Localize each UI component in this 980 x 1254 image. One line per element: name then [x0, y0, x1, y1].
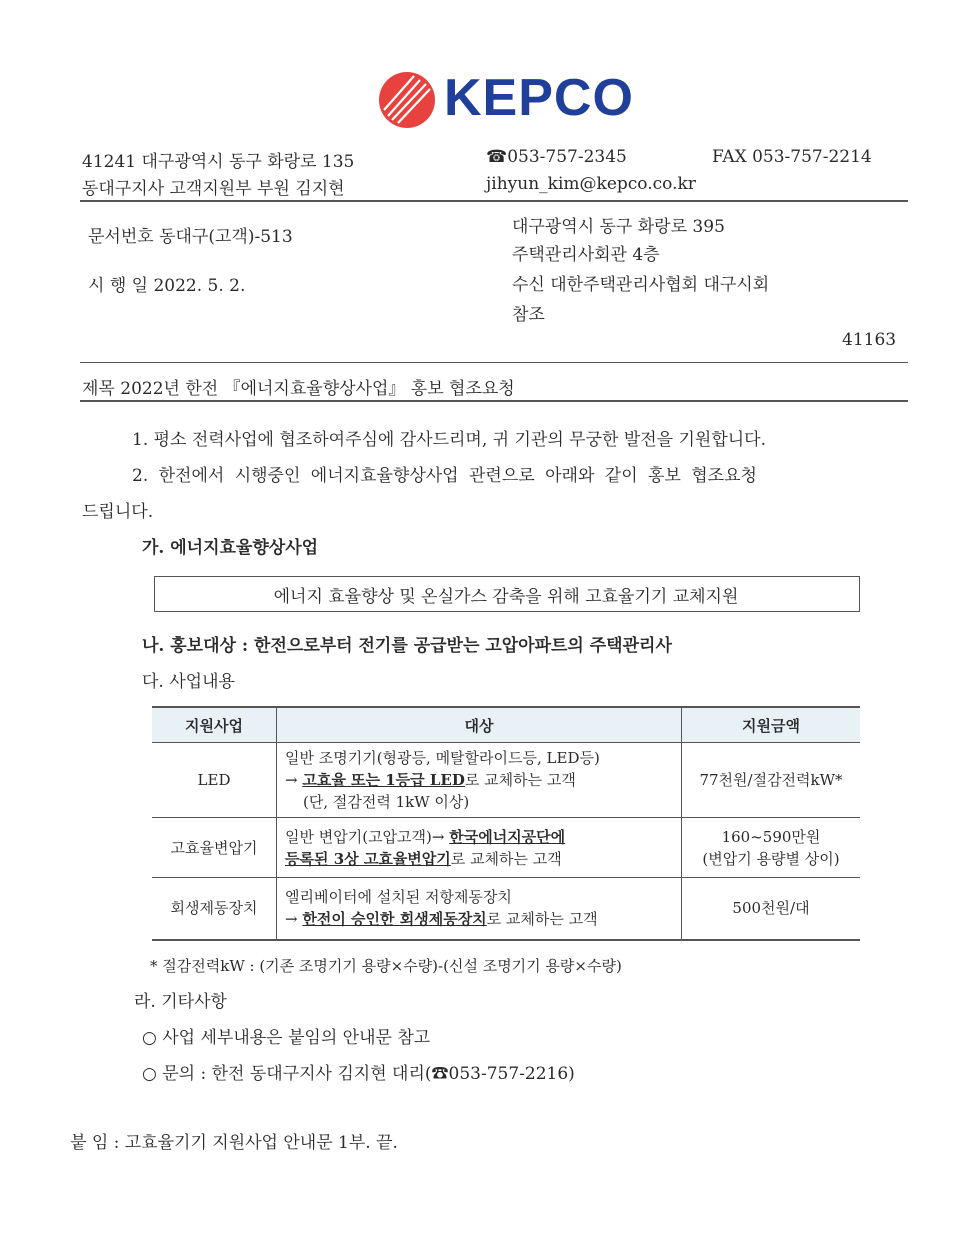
section-ra: 라. 기타사항: [134, 992, 227, 1012]
paragraph-2a: 2. 한전에서 시행중인 에너지효율향상사업 관련으로 아래와 같이 홍보 협조요청: [132, 466, 757, 486]
target-cell: 일반 변압기(고압고객)→ 한국에너지공단에 등록된 3상 고효율변압기로 교체하는 고객: [277, 818, 682, 878]
recipient-address-2: 주택관리사회관 4층: [512, 245, 660, 265]
table-row: [152, 878, 860, 940]
sender-email: jihyun_kim@kepco.co.kr: [486, 174, 696, 194]
header-amount: 지원금액: [682, 707, 861, 743]
amount-cell: 77천원/절감전력kW*: [682, 743, 861, 818]
kepco-logo-text: KEPCO: [444, 69, 634, 127]
paragraph-2b: 드립니다.: [82, 502, 154, 522]
program-name: 고효율변압기: [152, 818, 277, 878]
kepco-logo: [374, 70, 636, 130]
phone-icon: ☎: [431, 1064, 449, 1084]
sender-tel: ☎053-757-2345: [486, 147, 627, 167]
issue-date: 시 행 일 2022. 5. 2.: [88, 276, 246, 296]
phone-icon: ☎: [486, 147, 508, 167]
section-da: 다. 사업내용: [142, 672, 235, 692]
header-target: 대상: [277, 707, 682, 743]
recipient-address-1: 대구광역시 동구 화랑로 395: [512, 217, 725, 237]
attachment: 붙 임 : 고효율기기 지원사업 안내문 1부. 끝.: [70, 1133, 398, 1153]
table-row: [152, 743, 860, 818]
table-footnote: * 절감전력kW : (기존 조명기기 용량×수량)-(신설 조명기기 용량×수량): [150, 957, 622, 975]
section-na: 나. 홍보대상 : 한전으로부터 전기를 공급받는 고압아파트의 주택관리사: [142, 636, 672, 656]
etc-bullet-2: ○ 문의 : 한전 동대구지사 김지현 대리(☎053-757-2216): [142, 1064, 575, 1084]
divider-subject: [80, 400, 908, 402]
etc-bullet-1: ○ 사업 세부내용은 붙임의 안내문 참고: [142, 1028, 431, 1048]
reference: 참조: [512, 305, 545, 325]
sender-fax: FAX 053-757-2214: [712, 147, 872, 167]
recipient-zip: 41163: [842, 330, 897, 350]
program-name: 회생제동장치: [152, 878, 277, 940]
amount-cell: 500천원/대: [682, 878, 861, 940]
divider-top: [80, 200, 908, 202]
recipient: 수신 대한주택관리사협회 대구시회: [512, 275, 770, 295]
header-program: 지원사업: [152, 707, 277, 743]
doc-number: 문서번호 동대구(고객)-513: [88, 227, 293, 247]
table-row: [152, 818, 860, 878]
target-cell: 엘리베이터에 설치된 저항제동장치 → 한전이 승인한 회생제동장치로 교체하는 고객: [277, 878, 682, 940]
program-name: LED: [152, 743, 277, 818]
amount-cell: 160~590만원 (변압기 용량별 상이): [682, 818, 861, 878]
divider-mid: [80, 362, 908, 363]
target-cell: 일반 조명기기(형광등, 메탈할라이드등, LED등) → 고효율 또는 1등급 LED로 교체하는 고객 (단, 절감전력 1kW 이상): [277, 743, 682, 818]
summary-text: 에너지 효율향상 및 온실가스 감축을 위해 고효율기기 교체지원: [273, 587, 739, 607]
paragraph-1: 1. 평소 전력사업에 협조하여주심에 감사드리며, 귀 기관의 무궁한 발전을 기원합니다.: [132, 430, 767, 450]
support-table: [152, 706, 860, 941]
subject: 제목 2022년 한전 『에너지효율향상사업』 홍보 협조요청: [82, 379, 515, 399]
section-ga: 가. 에너지효율향상사업: [142, 538, 319, 558]
sender-address: 41241 대구광역시 동구 화랑로 135: [82, 152, 355, 172]
sender-dept: 동대구지사 고객지원부 부원 김지현: [82, 179, 345, 199]
table-header-row: [152, 707, 860, 743]
